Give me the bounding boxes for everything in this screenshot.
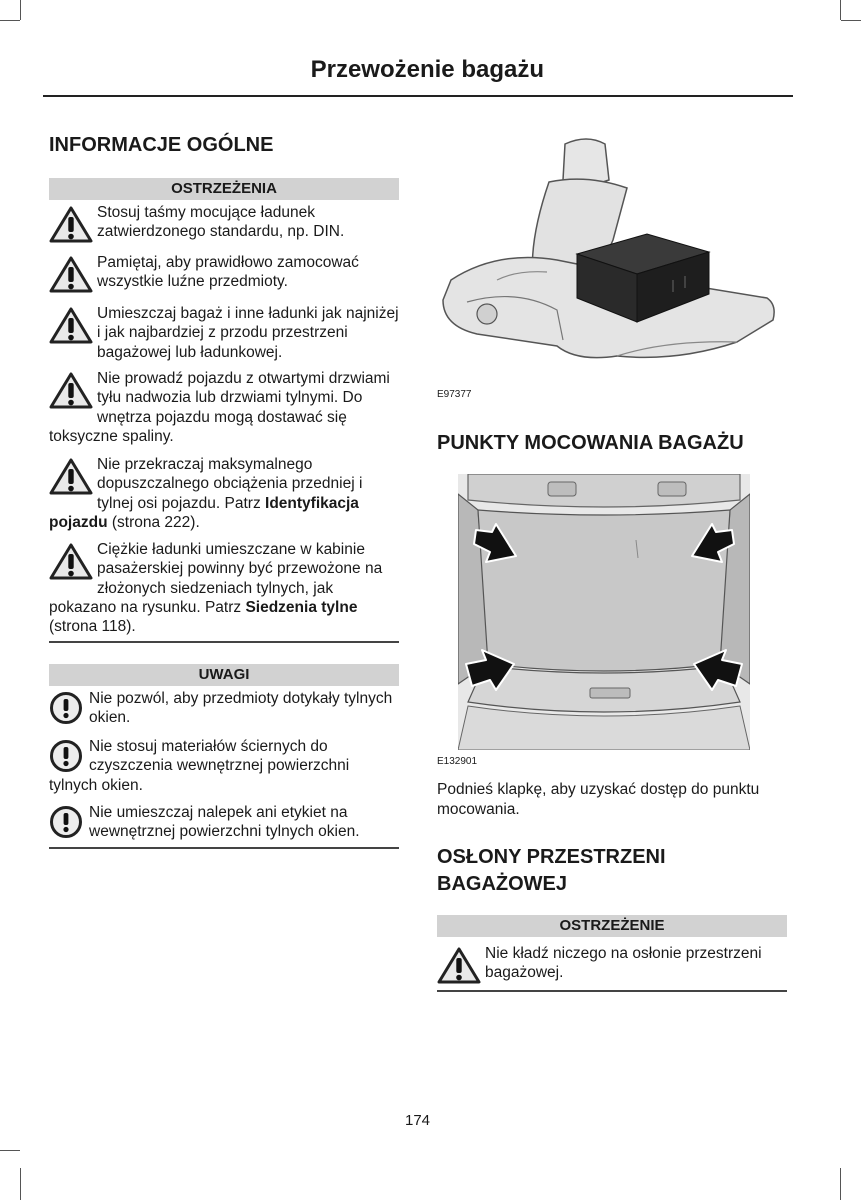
crop-mark [841, 20, 861, 21]
caution-circle-icon [49, 689, 87, 727]
warning-item [49, 253, 399, 293]
warning-text: Ciężkie ładunki umieszczane w kabinie pasażerskiej powinny być przewożone na złożonych siedzeniach tylnych, jak pokazano na rysunku. Patrz Siedzenia tylne (strona 118). [49, 541, 383, 636]
warnings-end-rule [49, 641, 399, 643]
crop-mark [20, 0, 21, 20]
warning-triangle-icon [49, 540, 95, 580]
warning-item [49, 203, 399, 243]
title-divider [43, 95, 793, 97]
figure-code: E97377 [437, 389, 472, 400]
figure-seat-cargo [437, 130, 787, 380]
warning-text: Pamiętaj, aby prawidłowo zamocować wszystkie luźne przedmioty. [97, 254, 359, 291]
notes-end-rule [49, 847, 399, 849]
crop-mark [840, 0, 841, 20]
note-item [49, 737, 399, 795]
figure-luggage-anchors [458, 474, 750, 750]
warning-triangle-icon [49, 203, 95, 243]
warning-text: Umieszczaj bagaż i inne ładunki jak najniżej i jak najbardziej z przodu przestrzeni bagażowej lub ładunkowej. [97, 305, 399, 361]
warning-triangle-icon [437, 944, 483, 984]
warning-text: Stosuj taśmy mocujące ładunek zatwierdzonego standardu, np. DIN. [97, 204, 345, 241]
note-text: Nie stosuj materiałów ściernych do czyszczenia wewnętrznej powierzchni tylnych okien. [49, 738, 350, 794]
page-title: Przewożenie bagażu [310, 56, 544, 83]
cross-reference-link[interactable]: Identyfikacja pojazdu [49, 494, 359, 531]
warning-item [49, 304, 399, 362]
warning-item [49, 369, 399, 446]
warning-text: Nie kładź niczego na osłonie przestrzeni bagażowej. [485, 945, 762, 982]
note-item [49, 689, 399, 728]
figure-code: E132901 [437, 756, 478, 767]
section-heading-anchor-points: PUNKTY MOCOWANIA BAGAŻU [437, 432, 744, 454]
caution-circle-icon [49, 737, 87, 775]
warning-triangle-icon [49, 455, 95, 495]
crop-mark [0, 20, 20, 21]
anchor-point-instruction: Podnieś klapkę, aby uzyskać dostęp do punktu mocowania. [437, 781, 760, 818]
crop-mark [840, 1168, 841, 1200]
section-heading-luggage-covers: OSŁONY PRZESTRZENI BAGAŻOWEJ [437, 846, 666, 895]
page-number: 174 [405, 1112, 431, 1129]
section-heading-general: INFORMACJE OGÓLNE [49, 134, 274, 156]
notes-header: UWAGI [49, 664, 399, 686]
warning-text: Nie prowadź pojazdu z otwartymi drzwiami tyłu nadwozia lub drzwiami tylnymi. Do wnętrza pojazdu mogą dostawać się toksyczne spaliny. [49, 370, 390, 445]
warning-triangle-icon [49, 253, 95, 293]
warning-triangle-icon [49, 369, 95, 409]
cross-reference-link[interactable]: Siedzenia tylne [245, 598, 358, 616]
warnings-header: OSTRZEŻENIA [49, 178, 399, 200]
warning-item [49, 540, 399, 636]
crop-mark [20, 1168, 21, 1200]
warning-item [49, 455, 399, 532]
note-item [49, 803, 399, 842]
warning-end-rule [437, 990, 787, 992]
crop-mark [0, 1150, 20, 1151]
warning-header: OSTRZEŻENIE [437, 915, 787, 937]
warning-text: Nie przekraczaj maksymalnego dopuszczalnego obciążenia przedniej i tylnej osi pojazdu. Patrz Identyfikacja pojazdu (strona 222). [49, 456, 363, 531]
warning-triangle-icon [49, 304, 95, 344]
note-text: Nie umieszczaj nalepek ani etykiet na wewnętrznej powierzchni tylnych okien. [89, 804, 360, 841]
note-text: Nie pozwól, aby przedmioty dotykały tylnych okien. [89, 690, 393, 727]
warning-item [437, 944, 789, 984]
caution-circle-icon [49, 803, 87, 841]
